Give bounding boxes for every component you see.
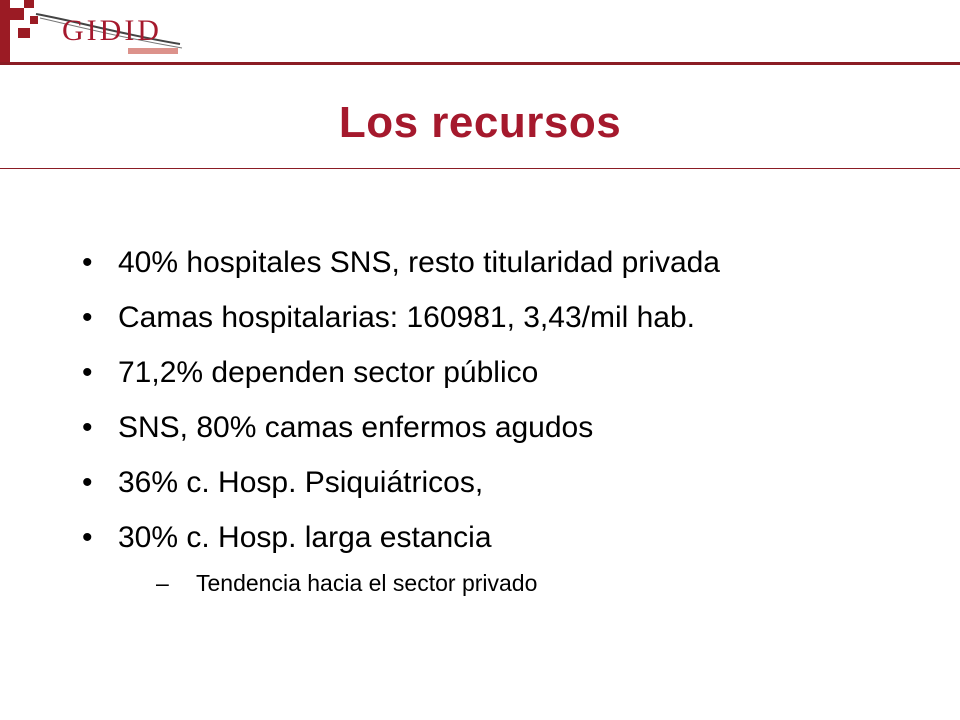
bullet-text: 36% c. Hosp. Psiquiátricos,: [118, 466, 484, 499]
bullet-marker: •: [82, 521, 93, 554]
bullet-text: 71,2% dependen sector público: [118, 356, 539, 389]
bullet-item: [82, 301, 942, 356]
bullet-item: [82, 356, 942, 411]
bullet-item: [82, 411, 942, 466]
gidid-logo: [0, 0, 200, 68]
bullet-item: [82, 246, 942, 301]
bullet-text: 30% c. Hosp. larga estancia: [118, 521, 492, 554]
bullet-text: SNS, 80% camas enfermos agudos: [118, 411, 594, 444]
sub-bullet-item: [156, 570, 942, 597]
title-rule: [0, 168, 960, 169]
sub-bullet-text: Tendencia hacia el sector privado: [196, 570, 538, 596]
bullet-list: [82, 246, 942, 597]
bullet-text: Camas hospitalarias: 160981, 3,43/mil hab.: [118, 301, 696, 334]
bullet-marker: •: [82, 466, 93, 499]
bullet-marker: •: [82, 301, 93, 334]
logo-text: GIDID: [62, 14, 162, 47]
header-rule: [0, 62, 960, 65]
slide-title: Los recursos: [338, 98, 622, 147]
bullet-marker: •: [82, 356, 93, 389]
bullet-item: [82, 466, 942, 521]
bullet-text: 40% hospitales SNS, resto titularidad privada: [118, 246, 720, 279]
bullet-marker: •: [82, 246, 93, 279]
bullet-item: [82, 521, 942, 576]
sub-bullet-marker: –: [156, 570, 169, 596]
bullet-marker: •: [82, 411, 93, 444]
